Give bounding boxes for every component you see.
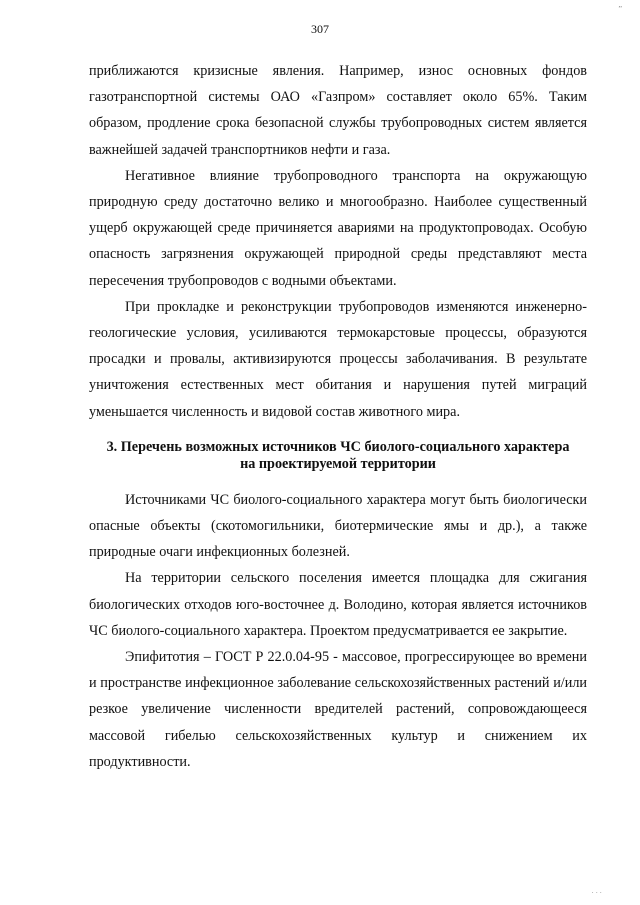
body-text [89, 58, 587, 775]
corner-mark: ,, [618, 1, 622, 9]
section-heading-line: на проектируемой территории [240, 455, 436, 472]
paragraph: Негативное влияние трубопроводного транспорта на окружающую природную среду достаточно велико и многообразно. Наиболее существенный ущерб окружающей среде причиняется авариями на продуктопроводах. Особую опасность загрязнения окружающей природной среды представляют места пересечения трубопроводов с водными объектами. [89, 167, 587, 289]
page-number: 307 [311, 22, 329, 36]
paragraph: При прокладке и реконструкции трубопроводов изменяются инженерно- геологические условия, усиливаются термокарстовые процессы, образуются просадки и провалы, активизируются процессы заболачивания. В результате уничтожения естественных мест обитания и нарушения путей миграций уменьшается численность и видовой состав животного мира. [89, 298, 587, 420]
paragraph: Эпифитотия – ГОСТ Р 22.0.04-95 - массовое, прогрессирующее во времени и пространстве инфекционное заболевание сельскохозяйственных растений и/или резкое увеличение численности вредителей растений, сопровождающееся массовой гибелью сельскохозяйственных культур и снижением их продуктивности. [89, 649, 587, 770]
section-heading-line: 3. Перечень возможных источников ЧС биолого-социального характера [106, 438, 570, 455]
corner-mark-bottom: · · · [591, 889, 602, 897]
paragraph: На территории сельского поселения имеется площадка для сжигания биологических отходов юго-восточнее д. Володино, которая является источников ЧС биолого-социального характера. Проектом предусматривается ее закрытие. [89, 570, 587, 639]
paragraph: приближаются кризисные явления. Например, износ основных фондов газотранспортной системы ОАО «Газпром» составляет около 65%. Таким образом, продление срока безопасной службы трубопроводных систем является важнейшей задачей транспортников нефти и газа. [89, 63, 587, 158]
paragraph: Источниками ЧС биолого-социального характера могут быть биологически опасные объекты (скотомогильники, биотермические ямы и др.), а также природные очаги инфекционных болезней. [89, 491, 587, 561]
section-heading [89, 439, 587, 473]
